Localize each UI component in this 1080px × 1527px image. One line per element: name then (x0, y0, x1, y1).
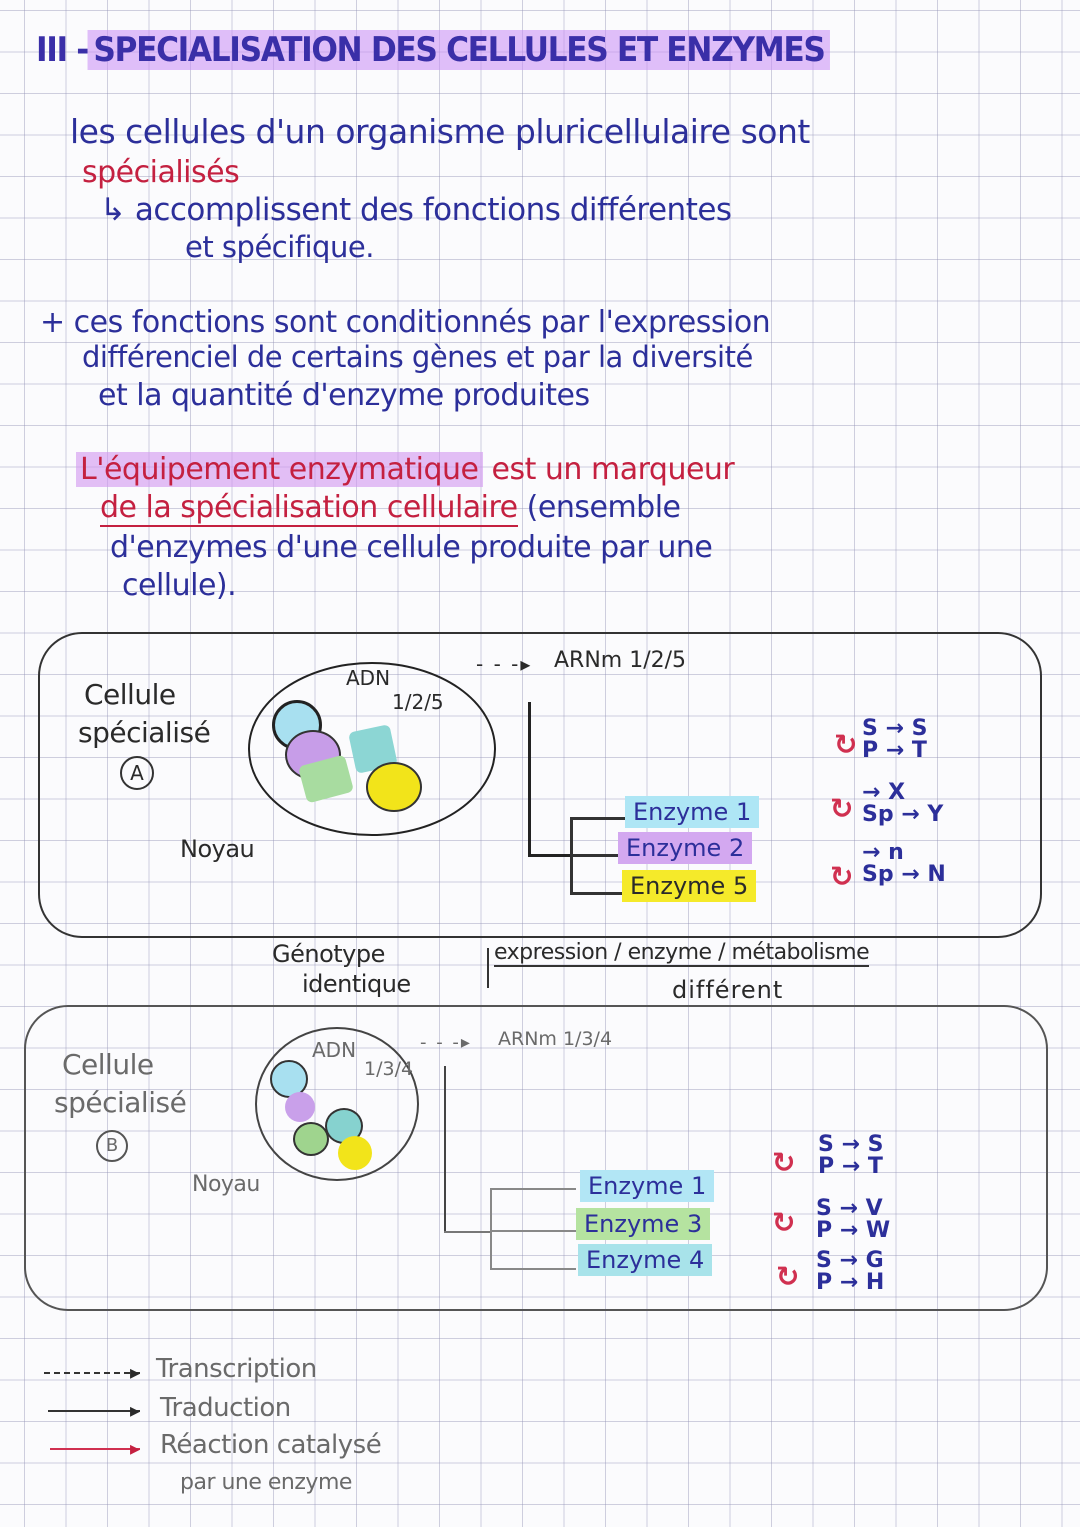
cell-b-arrow-enzyme-4 (490, 1268, 576, 1270)
cell-a-reaction-2-arrow-icon: ↻ (830, 792, 854, 825)
cell-a-reaction-2 (862, 782, 943, 826)
cell-b-reaction-1 (818, 1134, 883, 1178)
cell-a-translation-line (528, 702, 531, 854)
marker-line-2-rest: (ensemble (517, 490, 681, 525)
reaction-bottom: Sp → N (862, 862, 946, 887)
cell-a-enzyme-5: Enzyme 5 (622, 870, 756, 902)
marker-line-2 (100, 490, 681, 525)
middle-divider (487, 948, 489, 988)
cell-b-label-2: spécialisé (54, 1086, 187, 1119)
marker-line-3: d'enzymes d'une cellule produite par une (110, 530, 713, 565)
cell-b-outline (24, 1005, 1048, 1311)
cell-a-arrow-enzyme-1 (570, 817, 626, 820)
cell-b-reaction-2-arrow-icon: ↻ (772, 1206, 796, 1239)
legend-dashed-arrowhead-icon: ▸ (130, 1360, 141, 1384)
cell-b-reaction-1-arrow-icon: ↻ (772, 1146, 796, 1179)
genotype-label-1: Génotype (272, 940, 385, 968)
cell-a-transcription-arrow-icon: - - -▸ (476, 652, 533, 676)
marker-underlined: de la spécialisation cellulaire (100, 490, 518, 525)
cell-b-arrow-enzyme-3 (490, 1230, 576, 1232)
expression-label: expression / enzyme / métabolisme (494, 940, 870, 965)
cell-a-mrna-label: ARNm 1/2/5 (554, 648, 687, 673)
cell-b-enzyme-1: Enzyme 1 (580, 1170, 714, 1202)
cell-a-label-2: spécialisé (78, 716, 211, 749)
reaction-top: S → S (818, 1132, 884, 1157)
cell-a-arrow-enzyme-5 (570, 892, 626, 895)
legend-red-arrow-icon (50, 1448, 140, 1450)
marker-highlight: L'équipement enzymatique (76, 452, 483, 487)
cell-a-reaction-3 (862, 842, 946, 886)
cell-b-translation-fork (490, 1188, 492, 1268)
legend-solid-arrowhead-icon: ▸ (130, 1398, 141, 1422)
legend-solid-arrow-icon (48, 1410, 140, 1412)
reaction-top: → n (862, 840, 904, 865)
cell-b-reaction-3-arrow-icon: ↻ (776, 1260, 800, 1293)
section-title-text: SPECIALISATION DES CELLULES ET ENZYMES (88, 30, 830, 70)
cell-a-enzyme-1: Enzyme 1 (625, 796, 759, 828)
cell-b-arrow-enzyme-1 (490, 1188, 576, 1190)
legend-transcription: Transcription (156, 1354, 317, 1384)
cell-b-genes: 1/3/4 (364, 1058, 414, 1080)
cell-b-reaction-2 (816, 1198, 890, 1242)
cell-a-reaction-1-arrow-icon: ↻ (834, 728, 858, 761)
cell-a-dna-label: ADN (346, 666, 391, 690)
intro-line-1: les cellules d'un organisme pluricellulaire sont (70, 112, 810, 151)
cell-a-chromosome-yellow-icon (366, 762, 422, 812)
cell-b-translation-line (444, 1066, 446, 1232)
cell-a-enzyme-2: Enzyme 2 (618, 832, 752, 864)
reaction-bottom: P → W (816, 1218, 891, 1243)
cell-b-translation-branch (444, 1231, 490, 1233)
legend-reaction-1: Réaction catalysé (160, 1430, 382, 1460)
cell-a-badge: A (120, 756, 154, 790)
reaction-top: S → S (862, 716, 928, 741)
cell-b-label-1: Cellule (62, 1048, 154, 1081)
marker-line-1-rest: est un marqueur (482, 452, 735, 487)
intro-line-4: et spécifique. (185, 230, 374, 264)
cell-a-reaction-1 (862, 718, 927, 762)
different-label: différent (672, 976, 784, 1004)
marker-line-4: cellule). (122, 568, 237, 603)
reaction-top: S → V (816, 1196, 883, 1221)
cell-a-translation-branch (528, 854, 572, 857)
intro-line-2-specialises: spécialisés (82, 155, 240, 190)
legend-traduction: Traduction (160, 1393, 291, 1423)
cell-b-nucleus-label: Noyau (192, 1172, 260, 1197)
cell-a-reaction-3-arrow-icon: ↻ (830, 860, 854, 893)
cell-a-genes: 1/2/5 (392, 690, 444, 714)
cell-a-nucleus-label: Noyau (180, 835, 255, 863)
conditions-line-1: + ces fonctions sont conditionnés par l'expression (40, 305, 771, 340)
intro-line-3: ↳ accomplissent des fonctions différentes (100, 192, 732, 228)
cell-b-transcription-arrow-icon: - - -▸ (420, 1032, 472, 1053)
genotype-label-2: identique (302, 970, 411, 998)
cell-b-chromosome-green-icon (293, 1122, 329, 1156)
cell-b-dna-label: ADN (312, 1038, 357, 1062)
section-number: III - (36, 30, 88, 70)
cell-b-enzyme-3: Enzyme 3 (576, 1208, 710, 1240)
reaction-bottom: P → T (862, 738, 927, 763)
reaction-top: → X (862, 780, 906, 805)
cell-b-chromosome-yellow-icon (338, 1136, 372, 1170)
section-title (36, 30, 830, 70)
reaction-bottom: P → T (818, 1154, 883, 1179)
cell-b-enzyme-4: Enzyme 4 (578, 1244, 712, 1276)
cell-b-badge: B (96, 1130, 128, 1162)
cell-b-chromosome-purple-icon (285, 1092, 315, 1122)
cell-b-mrna-label: ARNm 1/3/4 (498, 1028, 613, 1050)
marker-line-1 (76, 452, 734, 487)
legend-dashed-arrow-icon (44, 1372, 140, 1374)
reaction-top: S → G (816, 1248, 884, 1273)
reaction-bottom: P → H (816, 1270, 885, 1295)
reaction-bottom: Sp → Y (862, 802, 944, 827)
cell-a-label-1: Cellule (84, 678, 176, 711)
legend-reaction-2: par une enzyme (180, 1470, 352, 1495)
legend-red-arrowhead-icon: ▸ (130, 1436, 141, 1460)
conditions-line-3: et la quantité d'enzyme produites (98, 378, 590, 413)
conditions-line-2: différenciel de certains gènes et par la diversité (82, 340, 753, 374)
cell-b-reaction-3 (816, 1250, 884, 1294)
